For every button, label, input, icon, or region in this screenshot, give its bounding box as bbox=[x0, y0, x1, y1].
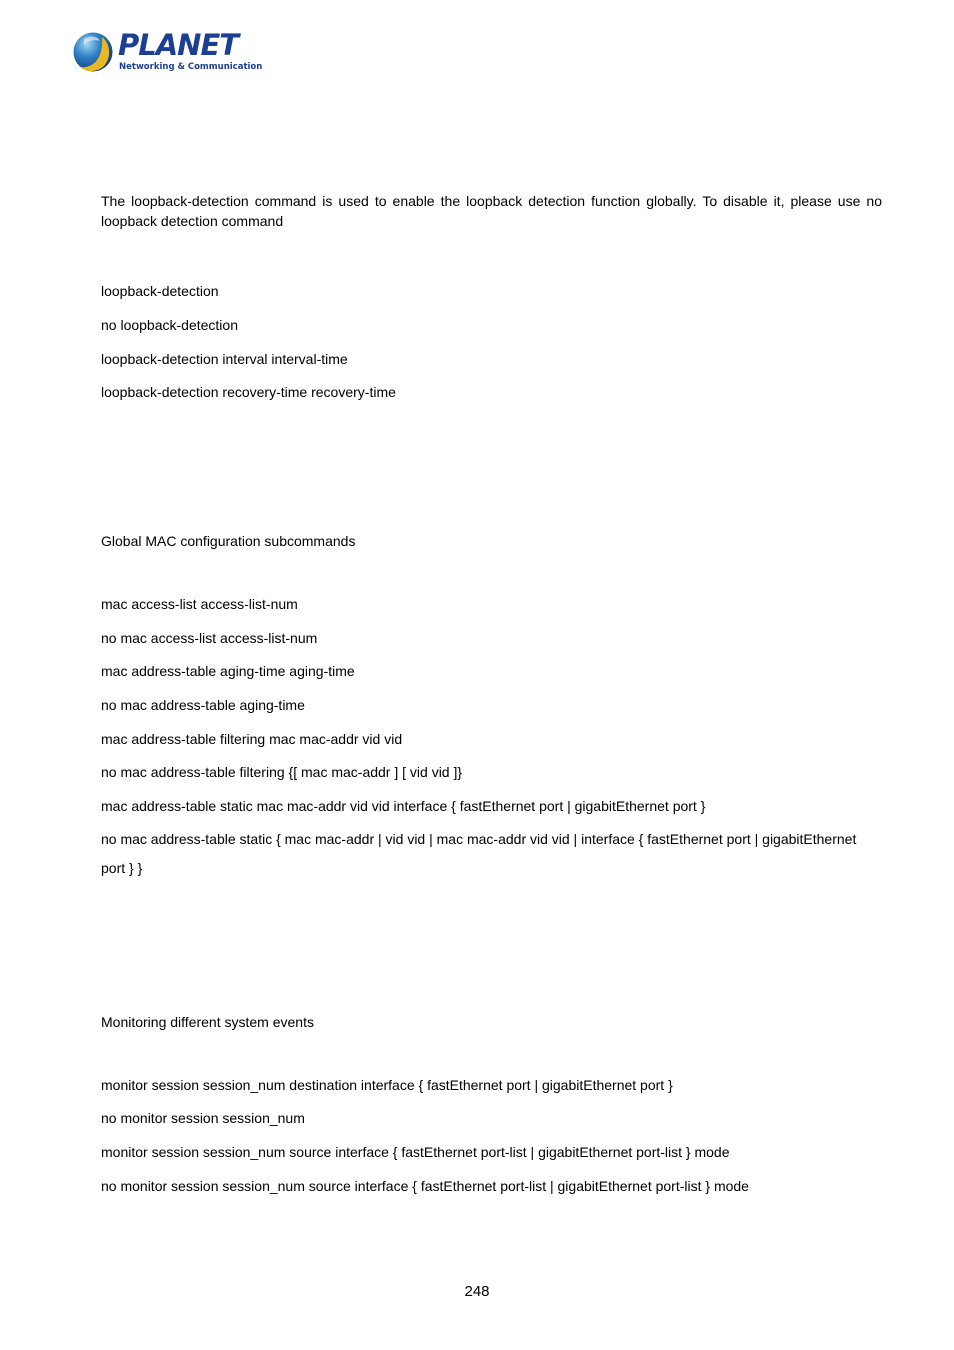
loopback-description: The loopback-detection command is used to enable the loopback detection function globally. To disable it, please use no loopback detection command bbox=[101, 193, 882, 229]
monitor-syntax-line: no monitor session session_num bbox=[101, 1110, 305, 1126]
monitor-description: Monitoring different system events bbox=[101, 1014, 314, 1030]
logo-wordmark: PLANET bbox=[118, 28, 239, 62]
mac-syntax-line: mac address-table static mac mac-addr vid vid interface { fastEthernet port | gigabitEthernet port } bbox=[101, 798, 706, 814]
loopback-syntax-line: no loopback-detection bbox=[101, 317, 238, 333]
mac-syntax-line: no mac address-table static { mac mac-addr | vid vid | mac mac-addr vid vid | interface { fastEthernet port | gigabitEthernet bbox=[101, 831, 857, 847]
loopback-syntax-line: loopback-detection interval interval-time bbox=[101, 351, 348, 367]
mac-syntax-line: no mac address-table filtering {[ mac mac-addr ] [ vid vid ]} bbox=[101, 764, 463, 780]
mac-syntax-line: mac access-list access-list-num bbox=[101, 596, 298, 612]
mac-syntax-line: mac address-table aging-time aging-time bbox=[101, 663, 355, 679]
logo-tagline: Networking & Communication bbox=[119, 62, 263, 72]
loopback-syntax-line: loopback-detection bbox=[101, 283, 219, 299]
globe-icon bbox=[72, 31, 114, 73]
mac-syntax-line: no mac access-list access-list-num bbox=[101, 630, 318, 646]
mac-description: Global MAC configuration subcommands bbox=[101, 533, 356, 549]
monitor-syntax-line: monitor session session_num source interface { fastEthernet port-list | gigabitEthernet port-list } mode bbox=[101, 1144, 730, 1160]
monitor-syntax-line: no monitor session session_num source interface { fastEthernet port-list | gigabitEthernet port-list } mode bbox=[101, 1178, 749, 1194]
monitor-syntax-line: monitor session session_num destination interface { fastEthernet port | gigabitEthernet port } bbox=[101, 1077, 673, 1093]
mac-syntax-line: no mac address-table aging-time bbox=[101, 697, 305, 713]
planet-logo bbox=[72, 28, 263, 76]
page-number: 248 bbox=[464, 1283, 490, 1300]
mac-syntax-line: mac address-table filtering mac mac-addr vid vid bbox=[101, 731, 403, 747]
loopback-syntax-line: loopback-detection recovery-time recovery-time bbox=[101, 384, 396, 400]
mac-syntax-line: port } } bbox=[101, 860, 143, 876]
